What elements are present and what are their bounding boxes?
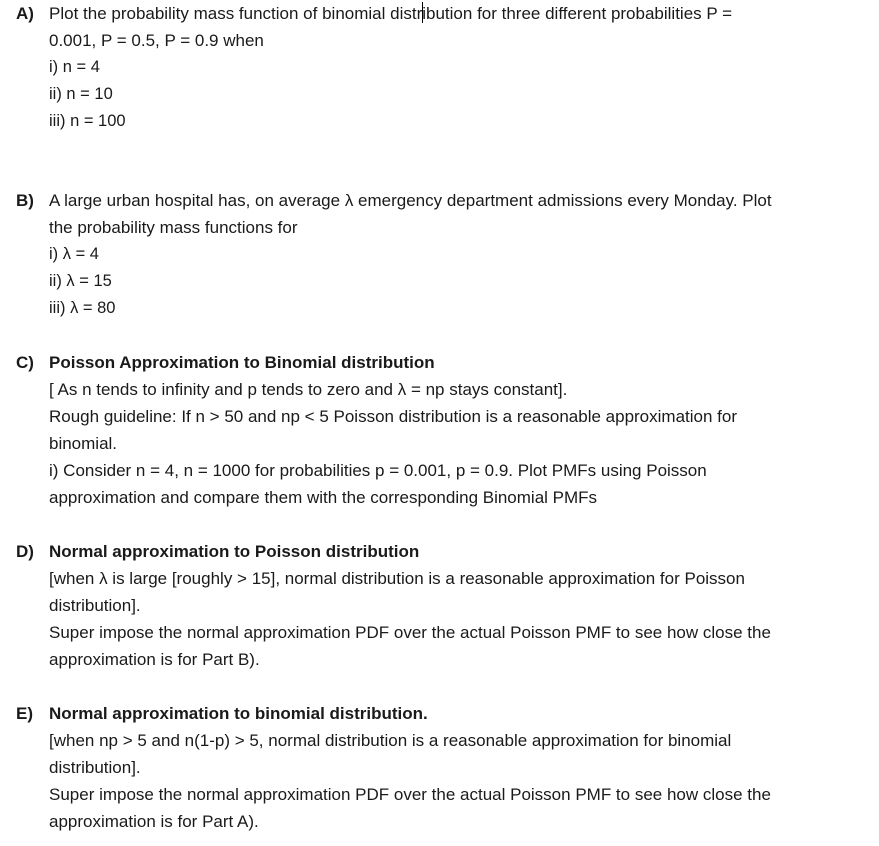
question-b-item-3: iii) λ = 80 — [49, 299, 116, 317]
question-a-body — [49, 0, 849, 135]
question-b-item-2: ii) λ = 15 — [49, 272, 112, 290]
question-d-line-1: [when λ is large [roughly > 15], normal distribution is a reasonable approximation for Poisson — [49, 569, 745, 588]
question-e-line-3: Super impose the normal approximation PDF over the actual Poisson PMF to see how close the — [49, 785, 771, 804]
question-b-item-1: i) λ = 4 — [49, 245, 99, 263]
question-c-label: C) — [16, 353, 34, 372]
question-d-line-3: Super impose the normal approximation PDF over the actual Poisson PMF to see how close the — [49, 623, 771, 642]
question-d-heading: Normal approximation to Poisson distribution — [49, 542, 420, 561]
question-c-line-5: approximation and compare them with the corresponding Binomial PMFs — [49, 488, 598, 507]
question-a-item-3: iii) n = 100 — [49, 112, 126, 130]
question-c-body — [49, 349, 849, 511]
question-d-body — [49, 538, 849, 673]
question-e-body — [49, 700, 849, 835]
question-a-line-2: 0.001, P = 0.5, P = 0.9 when — [49, 31, 264, 50]
question-b-label: B) — [16, 191, 34, 210]
question-a-item-2: ii) n = 10 — [49, 85, 113, 103]
question-d-line-4: approximation is for Part B). — [49, 650, 260, 669]
question-a-item-1: i) n = 4 — [49, 58, 100, 76]
question-b-line-1: A large urban hospital has, on average λ emergency department admissions every Monday. Plot — [49, 191, 772, 210]
question-b-line-2: the probability mass functions for — [49, 218, 298, 237]
question-e-heading: Normal approximation to binomial distribution. — [49, 704, 428, 723]
question-d-label: D) — [16, 542, 34, 561]
question-d-line-2: distribution]. — [49, 596, 141, 615]
question-a-line-1-start: Plot the probability mass function of binomial distr — [49, 4, 423, 23]
question-c-line-1: [ As n tends to infinity and p tends to zero and λ = np stays constant]. — [49, 380, 568, 399]
question-c-line-3: binomial. — [49, 434, 118, 453]
question-a-label: A) — [16, 4, 34, 23]
question-e-line-2: distribution]. — [49, 758, 141, 777]
question-e-line-4: approximation is for Part A). — [49, 812, 259, 831]
question-b-body — [49, 187, 849, 322]
question-a-line-1 — [49, 0, 849, 27]
question-c-line-4: i) Consider n = 4, n = 1000 for probabilities p = 0.001, p = 0.9. Plot PMFs using Poisson — [49, 461, 707, 480]
question-e-label: E) — [16, 704, 33, 723]
question-c-line-2: Rough guideline: If n > 50 and np < 5 Poisson distribution is a reasonable approximation for — [49, 407, 738, 426]
question-a-line-1-end: ibution for three different probabilities P = — [422, 4, 733, 23]
question-e-line-1: [when np > 5 and n(1-p) > 5, normal distribution is a reasonable approximation for binomial — [49, 731, 732, 750]
question-c-heading: Poisson Approximation to Binomial distribution — [49, 353, 435, 372]
